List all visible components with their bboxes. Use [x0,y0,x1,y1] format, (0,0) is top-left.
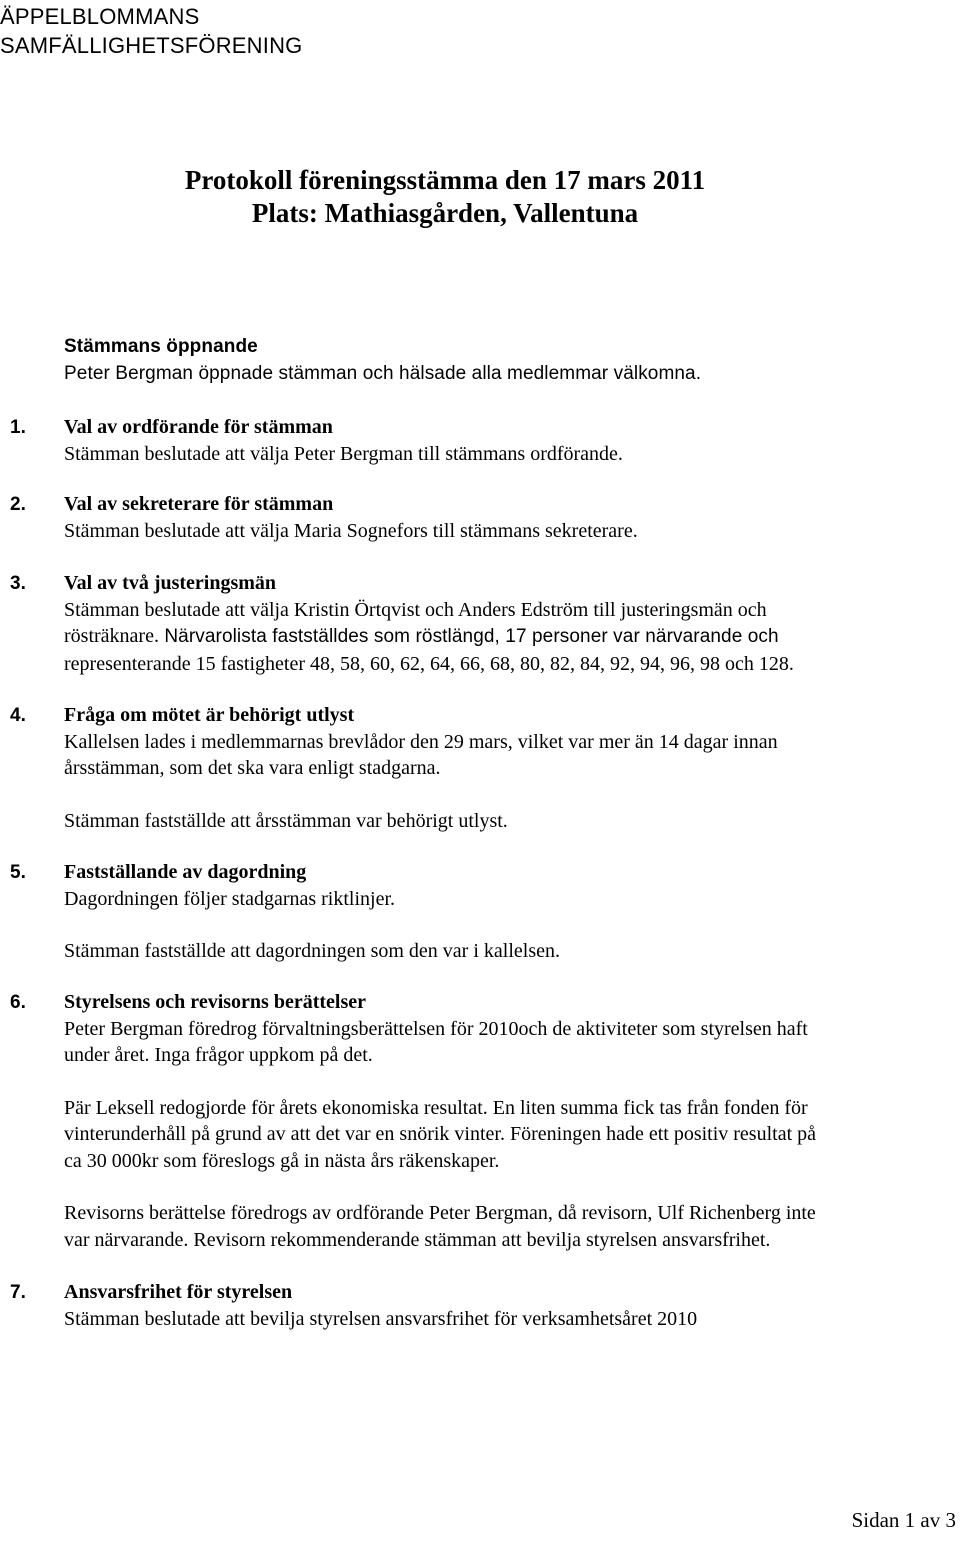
section-text: årsstämman, som det ska vara enligt stadgarna. [64,757,441,779]
section-item-4 [64,702,944,834]
section-text: representerande 15 fastigheter 48, 58, 60, 62, 64, 66, 68, 80, 82, 84, 92, 94, 96, 98 och 128. [64,652,794,675]
section-item-1 [64,414,944,467]
item-number: 7. [10,1282,27,1303]
section-item-7 [64,1279,944,1332]
section-text: Stämman beslutade att välja Maria Sognefors till stämmans sekreterare. [64,519,638,542]
section-item-2 [64,491,944,544]
item-number: 4. [10,705,27,726]
document-location: Plats: Mathiasgården, Vallentuna [251,198,639,228]
section-opening [64,334,944,387]
section-item-3 [64,570,944,677]
organization-name-line2: SAMFÄLLIGHETSFÖRENING [0,33,303,58]
section-text: Stämman fastställde att årsstämman var behörigt utlyst. [64,809,508,832]
item-number: 2. [10,494,27,515]
item-number: 5. [10,862,27,883]
section-heading: Styrelsens och revisorns berättelser [64,991,366,1013]
section-text: Stämman beslutade att välja Peter Bergman till stämmans ordförande. [64,442,623,465]
document-title: Protokoll föreningsstämma den 17 mars 2011 [184,165,706,195]
section-heading: Fastställande av dagordning [64,861,307,883]
section-text: Revisorns berättelse föredrogs av ordförande Peter Bergman, då revisorn, Ulf Richenberg inte [64,1202,816,1224]
section-text: Peter Bergman föredrog förvaltningsberättelsen för 2010och de aktiviteter som styrelsen haft [64,1017,808,1040]
section-text-part: Närvarolista fastställdes som röstlängd, 17 personer var närvarande och [158,626,779,647]
section-heading: Fråga om mötet är behörigt utlyst [64,704,355,726]
section-text-part: rösträknare. [64,625,159,647]
section-text: Dagordningen följer stadgarnas riktlinjer. [64,887,396,910]
page-number: Sidan 1 av 3 [851,1508,956,1532]
section-text: vinterunderhåll på grund av att det var en snörik vinter. Föreningen hade ett positiv resultat på [64,1123,817,1145]
item-number: 6. [10,992,27,1013]
item-number: 3. [10,573,27,594]
section-text: under året. Inga frågor uppkom på det. [64,1044,373,1066]
section-text: ca 30 000kr som föreslogs gå in nästa års räkenskaper. [64,1149,500,1172]
section-text: var närvarande. Revisorn rekommenderande stämman att bevilja styrelsen ansvarsfrihet. [64,1228,771,1251]
section-heading: Ansvarsfrihet för styrelsen [64,1281,293,1303]
section-heading: Val av ordförande för stämman [64,416,333,438]
organization-name [0,2,302,60]
section-heading: Stämmans öppnande [64,336,258,357]
section-text: Pär Leksell redogjorde för årets ekonomiska resultat. En liten summa fick tas från fonden för [64,1096,808,1119]
section-text: Kallelsen lades i medlemmarnas brevlådor den 29 mars, vilket var mer än 14 dagar innan [64,730,778,753]
section-text: Peter Bergman öppnade stämman och hälsade alla medlemmar välkomna. [64,362,702,384]
item-number: 1. [10,417,27,438]
section-item-5 [64,859,944,965]
section-heading: Val av sekreterare för stämman [64,493,334,515]
section-heading: Val av två justeringsmän [64,572,277,594]
section-text: Stämman beslutade att bevilja styrelsen ansvarsfrihet för verksamhetsåret 2010 [64,1307,698,1330]
section-text: Stämman beslutade att välja Kristin Örtqvist och Anders Edström till justeringsmän och [64,598,767,621]
section-item-6 [64,989,944,1253]
organization-name-line1: ÄPPELBLOMMANS [0,4,200,29]
section-text [64,623,944,651]
section-text: Stämman fastställde att dagordningen som den var i kallelsen. [64,940,560,962]
